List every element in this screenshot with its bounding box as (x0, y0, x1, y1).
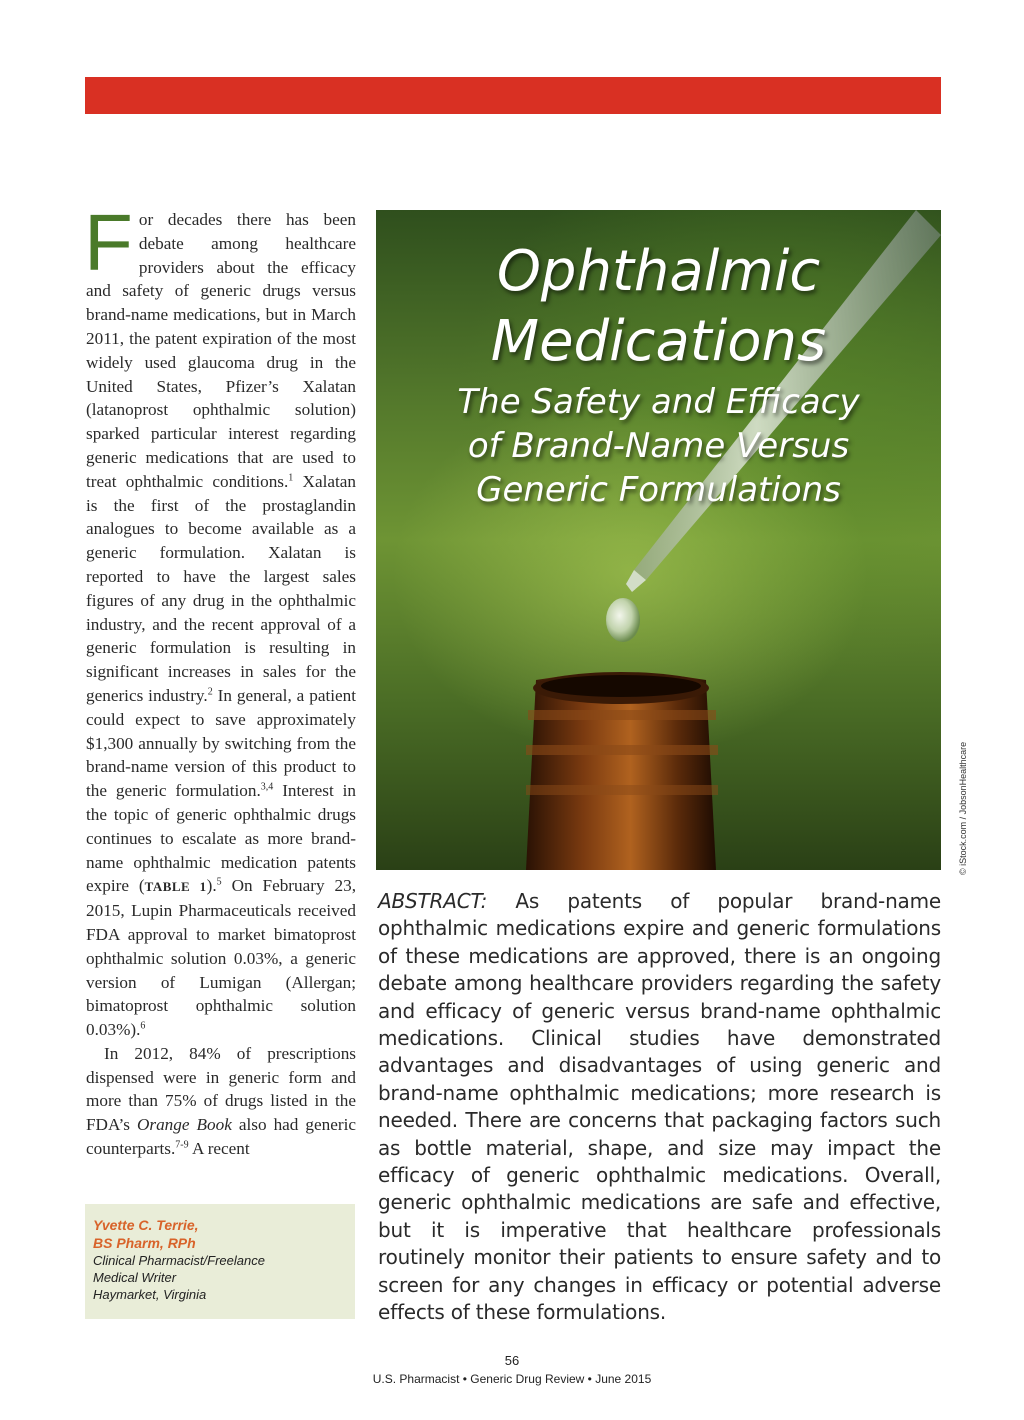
text-run: ). (206, 876, 217, 896)
hero-subtitle-line-2: of Brand-Name Versus (467, 426, 850, 466)
photo-credit (948, 740, 968, 875)
author-box (85, 1204, 355, 1319)
hero-image (376, 210, 941, 870)
hero-subtitle-line-3: Generic Formulations (476, 470, 841, 510)
text-run: Interest in the topic of generic ophthalmic drugs continues to escalate as more brand-name ophthalmic medication patents expire ( (86, 781, 356, 896)
abstract (378, 888, 941, 1327)
text-run: On February 23, 2015, Lupin Pharmaceuticals received FDA approval to market bimatoprost ophthalmic solution 0.03%, a generic version of Lumigan (Allergan; bimatoprost ophthalmic solution 0.03%). (86, 876, 356, 1040)
liquid-drop (606, 598, 640, 642)
text-run: also had generic counterparts. (86, 1115, 356, 1159)
page-number: 56 (504, 1353, 520, 1368)
author-role-2: Medical Writer (93, 1270, 177, 1285)
article-body (84, 198, 357, 1161)
table-reference: TABLE 1 (144, 879, 207, 895)
citation: 7-9 (175, 1139, 189, 1151)
citation: 6 (140, 1020, 146, 1032)
photo-credit-text: © iStock.com / JobsonHealthcare (958, 741, 968, 875)
author-location: Haymarket, Virginia (93, 1287, 207, 1302)
paragraph-2 (86, 1042, 356, 1161)
drop-cap: F (84, 198, 133, 287)
citation: 2 (207, 686, 213, 698)
author-name: Yvette C. Terrie, (93, 1217, 199, 1233)
publication-footer: U.S. Pharmacist • Generic Drug Review • June 2015 (372, 1372, 652, 1386)
citation: 5 (216, 876, 222, 888)
book-title: Orange Book (136, 1115, 232, 1135)
text-run: A recent (188, 1139, 250, 1159)
header-banner (85, 77, 941, 114)
abstract-text: As patents of popular brand-name ophthalmic medications expire and generic formulations of these medications are approved, there is an ongoing debate among healthcare providers regarding the safety and efficacy of generic versus brand-name ophthalmic medications. Clinical studies have demonstrated advantages and disadvantages of using generic and brand-name ophthalmic medications; more research is needed. There are concerns that packaging factors such as bottle material, shape, and size may impact the efficacy of generic ophthalmic medications. Overall, generic ophthalmic medications are safe and effective, but it is imperative that healthcare professionals routinely monitor their patients to ensure safety and to screen for any changes in efficacy or potential adverse effects of these formulations. (378, 889, 941, 1325)
author-role: Clinical Pharmacist/Freelance (93, 1253, 265, 1268)
paragraph-1 (84, 198, 357, 1042)
citation: 1 (288, 472, 294, 484)
citation: 3,4 (260, 781, 274, 793)
hero-title-line-1: Ophthalmic (496, 239, 821, 304)
text-run: Xalatan is the first of the prostaglandin analogues to become available as a generic formulation. Xalatan is reported to have the largest sales figures of any drug in the ophthalmic industry, and the recent approval of a generic formulation is resulting in significant increases in sales for the generics industry. (86, 471, 356, 705)
text-run: In general, a patient could expect to save approximately $1,300 annually by switching from the brand-name version of this product to the generic formulation. (86, 685, 357, 801)
text-run: or decades there has been debate among healthcare providers about the efficacy and safety of generic drugs versus brand-name medications, but in March 2011, the patent expiration of the most widely used glaucoma drug in the United States, Pfizer’s Xalatan (latanoprost ophthalmic solution) sparked particular interest regarding generic medications that are used to treat ophthalmic conditions. (86, 210, 356, 491)
author-credentials: BS Pharm, RPh (93, 1235, 196, 1251)
text-run: In 2012, 84% of prescriptions dispensed were in generic form and more than 75% of drugs listed in the FDA’s (86, 1043, 356, 1135)
hero-subtitle-line-1: The Safety and Efficacy (457, 382, 860, 422)
hero-title-line-2: Medications (490, 309, 827, 374)
abstract-label: ABSTRACT: (378, 889, 488, 913)
